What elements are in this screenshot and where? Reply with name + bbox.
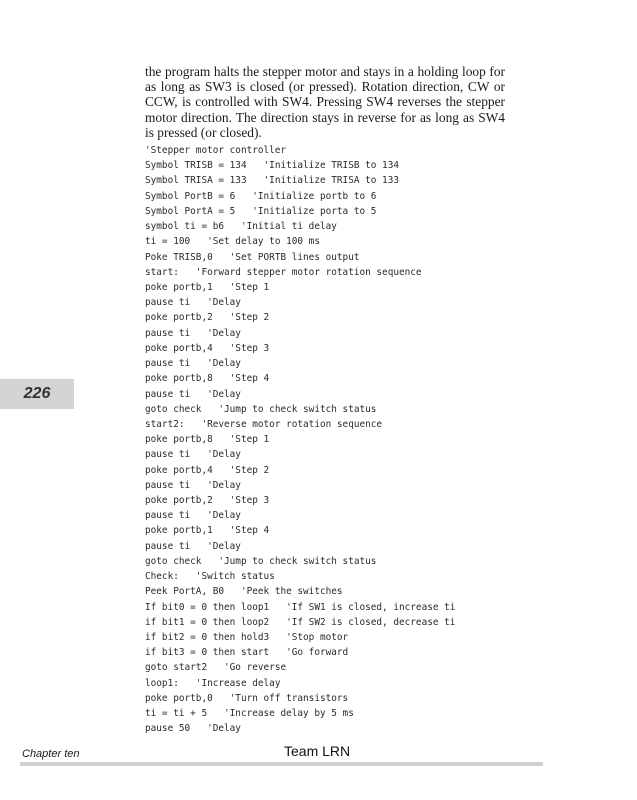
code-line: poke portb,1 'Step 1 [145, 281, 270, 293]
code-line: Symbol TRISB = 134 'Initialize TRISB to 134 [145, 160, 399, 172]
code-line: poke portb,2 'Step 3 [145, 495, 270, 507]
code-line: Symbol PortA = 5 'Initialize porta to 5 [145, 205, 377, 217]
code-line: goto start2 'Go reverse [145, 662, 287, 674]
code-line: Poke TRISB,0 'Set PORTB lines output [145, 251, 360, 263]
code-line: loop1: 'Increase delay [145, 677, 281, 689]
code-line: pause ti 'Delay [145, 479, 241, 491]
code-line: pause ti 'Delay [145, 449, 241, 461]
code-line: pause ti 'Delay [145, 297, 241, 309]
intro-paragraph: the program halts the stepper motor and stays in a holding loop for as long as SW3 is closed (or pressed). Rotation direction, CW or CCW, is controlled with SW4. Pressing SW4 reverses the stepper motor direction. The direction stays in reverse for as long as SW4 is pressed (or closed). [145, 64, 505, 140]
code-line: pause ti 'Delay [145, 358, 241, 370]
code-line: 'Stepper motor controller [145, 145, 287, 156]
code-line: If bit0 = 0 then loop1 'If SW1 is closed, increase ti [145, 601, 456, 613]
code-line: pause 50 'Delay [145, 723, 241, 735]
code-line: poke portb,2 'Step 2 [145, 312, 270, 324]
code-line: if bit2 = 0 then hold3 'Stop motor [145, 632, 349, 643]
code-line: Symbol PortB = 6 'Initialize portb to 6 [145, 190, 377, 202]
code-line: Check: 'Switch status [145, 571, 275, 583]
page-number: 226 [23, 385, 51, 402]
code-line: if bit1 = 0 then loop2 'If SW2 is closed, decrease ti [145, 616, 456, 628]
code-line: goto check 'Jump to check switch status [145, 403, 377, 415]
code-line: poke portb,8 'Step 1 [145, 434, 270, 446]
code-line: poke portb,1 'Step 4 [145, 525, 270, 537]
code-line: poke portb,8 'Step 4 [145, 373, 270, 385]
code-line: pause ti 'Delay [145, 510, 241, 522]
code-line: ti = ti + 5 'Increase delay by 5 ms [145, 708, 354, 720]
code-line: ti = 100 'Set delay to 100 ms [145, 236, 320, 248]
code-line: if bit3 = 0 then start 'Go forward [145, 647, 349, 659]
code-line: symbol ti = b6 'Initial ti delay [145, 221, 337, 233]
page-number-tab [0, 379, 74, 409]
code-line: poke portb,4 'Step 2 [145, 464, 270, 476]
code-line: poke portb,4 'Step 3 [145, 342, 270, 354]
code-line: Symbol TRISA = 133 'Initialize TRISA to 133 [145, 175, 399, 187]
footer-rule [20, 762, 543, 766]
code-line: Peek PortA, B0 'Peek the switches [145, 586, 343, 598]
code-line: pause ti 'Delay [145, 388, 241, 400]
footer-center-text: Team LRN [284, 743, 351, 759]
code-line: start: 'Forward stepper motor rotation sequence [145, 266, 422, 278]
code-line: start2: 'Reverse motor rotation sequence [145, 418, 383, 430]
code-line: goto check 'Jump to check switch status [145, 555, 377, 567]
code-line: poke portb,0 'Turn off transistors [145, 692, 349, 704]
code-line: pause ti 'Delay [145, 540, 241, 552]
code-listing [145, 143, 455, 737]
chapter-label: Chapter ten [22, 748, 80, 760]
code-line: pause ti 'Delay [145, 327, 241, 339]
